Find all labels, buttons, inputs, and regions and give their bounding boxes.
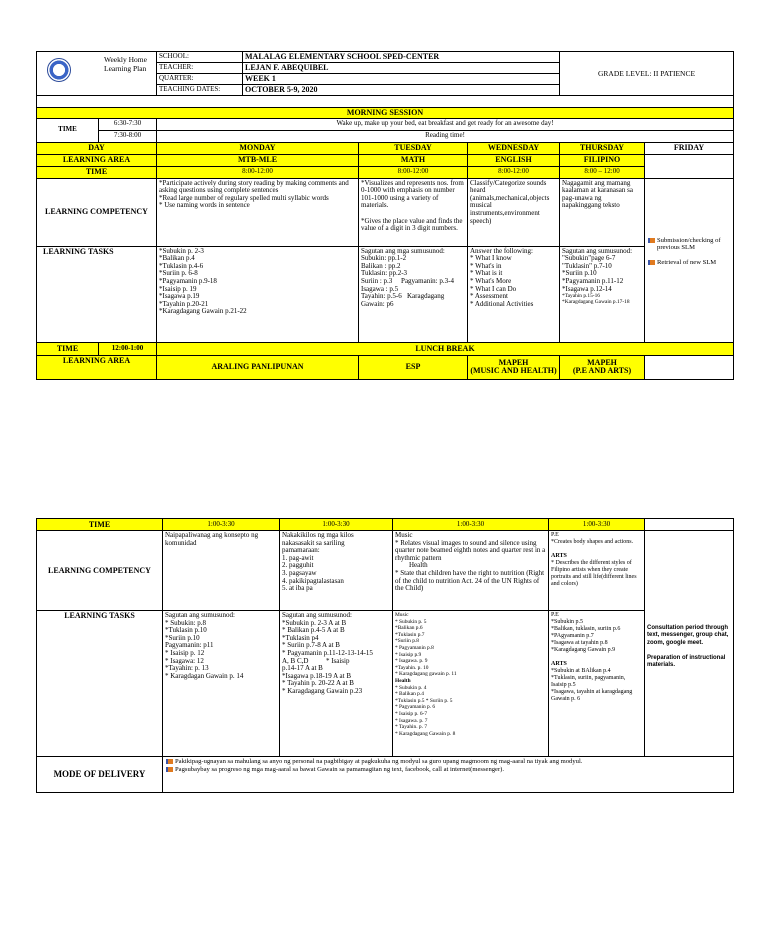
task-tuesday-8: Gawain: p6 (361, 299, 394, 308)
tasks-thursday (560, 246, 645, 342)
friday-task-2: Retrieval of new SLM (647, 259, 731, 266)
task-tuesday-6: Isagawa : p.5 (361, 284, 399, 293)
task-thursday-5: *Pagyamanin p.11-12 (562, 276, 624, 285)
esp-tasks (280, 611, 393, 757)
area-wednesday: ENGLISH (468, 154, 560, 166)
task-tuesday-3: Balikan : pp.2 (361, 261, 401, 270)
task-tuesday-2: Subukin: pp.1-2 (361, 254, 407, 263)
mapeh2-task-5: *Isagawa at tayahin p.8 (551, 640, 608, 646)
afternoon-time-friday (645, 519, 734, 531)
task-wednesday-1: Answer the following: (470, 246, 533, 255)
task-thursday-1: Sagutan ang sumusunod: (562, 246, 633, 255)
time-label: TIME (37, 118, 99, 142)
afternoon-learning-area-label: LEARNING AREA (37, 355, 157, 379)
mapeh1-task-7: * Isaisip p.9 (395, 651, 422, 658)
mapeh1-task-1: Music (395, 612, 409, 618)
mapeh1-task-10: * Karagdagang gawain p. 11 (395, 671, 457, 678)
teacher-label: TEACHER: (157, 63, 243, 74)
esp-competency-7: 4. pakikipagtalastasan (282, 576, 344, 585)
mapeh2-task-4: *PAgyamanin p.7 (551, 633, 594, 639)
afternoon-friday-3: Preparation of instructional materials. (647, 654, 728, 669)
mapeh2-task-1: P.E (551, 612, 559, 618)
area-monday: MTB-MLE (157, 154, 359, 166)
task-monday-1: *Subukin p. 2-3 (159, 246, 204, 255)
learning-competency-label: LEARNING COMPETENCY (37, 178, 157, 246)
teaching-dates-label: TEACHING DATES: (157, 85, 243, 96)
mapeh2-competency-3 (551, 546, 642, 553)
mapeh2-task-6: *Karagdagang Gawain p.9 (551, 647, 616, 653)
ap-task-3: *Tuklasin p.10 (165, 626, 207, 635)
school-value: MALALAG ELEMENTARY SCHOOL SPED-CENTER (243, 52, 560, 63)
mapeh2-competency-2: *Creates body shapes and actions. (551, 539, 634, 545)
esp-task-10: * Tayahin p. 20-22 A at B (282, 679, 354, 688)
mapeh2-competency (549, 531, 645, 611)
mapeh2-task-3: *Balikan, tuklasin, suriin p.6 (551, 626, 621, 632)
task-thursday-3: "Tuklasin" p.7-10 (562, 261, 612, 270)
school-label: SCHOOL: (157, 52, 243, 63)
afternoon-time-4: 1:00-3:30 (549, 519, 645, 531)
afternoon-competency-label: LEARNING COMPETENCY (37, 531, 163, 611)
ap-task-1: Sagutan ang sumusunod: (165, 611, 235, 619)
area-mapeh-music-health: MAPEH (MUSIC AND HEALTH) (468, 355, 560, 379)
competency-tuesday-3: *Gives the place value and finds the value of a digit in 3 digit numbers. (361, 216, 465, 233)
mapeh2-competency-1: P.E (551, 532, 559, 538)
teacher-value: LEJAN F. ABEQUIBEL (243, 63, 560, 74)
mapeh1-task-9: *Tayahin. p. 10 (395, 664, 429, 671)
competency-monday (157, 178, 359, 246)
slot2-time: 7:30-8:00 (99, 130, 157, 142)
spacer-row (37, 96, 734, 108)
time-thursday: 8:00 – 12:00 (560, 166, 645, 178)
grade-level: GRADE LEVEL: II PATIENCE (560, 52, 734, 96)
task-wednesday-6: * What I can Do (470, 284, 517, 293)
weekly-plan-morning-table (36, 51, 734, 380)
esp-task-3: * Balikan p.4-5 A at B (282, 626, 345, 635)
task-monday-9: *Karagdagang Gawain p.21-22 (159, 307, 247, 316)
esp-task-7: A, B C,D * Isaisip (282, 656, 350, 665)
area-tuesday: MATH (359, 154, 468, 166)
mapeh1-task-16: * Isaisip p. 6-7 (395, 710, 428, 717)
competency-monday-3: * Use naming words in sentence (159, 201, 250, 210)
mapeh1-task-5: *Suriin p.8 (395, 638, 419, 645)
slot1-time: 6:30-7:30 (99, 118, 157, 130)
mapeh1-task-6: * Pagyamanin p.8 (395, 644, 434, 651)
esp-task-6: * Pagyamanin p.11-12-13-14-15 (282, 648, 373, 657)
quarter-label: QUARTER: (157, 74, 243, 85)
mapeh1-task-14: *Tuklasin p.5 * Suriin p. 5 (395, 697, 453, 704)
mapeh1-competency-1: Music (395, 531, 413, 539)
esp-competency-1: Nakakikilos ng mga kilos (282, 531, 354, 539)
afternoon-time-label: TIME (37, 519, 163, 531)
esp-competency (280, 531, 393, 611)
esp-competency-3: pamamaraan: (282, 546, 320, 555)
task-tuesday-4: Tuklasin: pp.2-3 (361, 269, 408, 278)
mapeh2-task-9: *Subukin at BAlikan p.4 (551, 668, 611, 674)
task-monday-6: *Isaisip p. 19 (159, 284, 197, 293)
esp-task-4: *Tuklasin p4 (282, 633, 319, 642)
ap-task-4: *Suriin p.10 (165, 633, 200, 642)
esp-competency-2: nakasasakit sa sariling (282, 538, 345, 547)
tasks-wednesday (468, 246, 560, 342)
friday-task-1: Submission/checking of previous SLM (647, 237, 731, 252)
area-araling-panlipunan: ARALING PANLIPUNAN (157, 355, 359, 379)
header-logo-cell (37, 52, 157, 96)
mapeh1-task-8: * Isagawa. p. 9 (395, 658, 428, 665)
day-thursday: THURSDAY (560, 142, 645, 154)
teaching-dates-value: OCTOBER 5-9, 2020 (243, 85, 560, 96)
mapeh2-task-2: *Subukin p.5 (551, 619, 584, 625)
deped-seal-icon (47, 58, 71, 82)
task-wednesday-5: * What's More (470, 276, 512, 285)
competency-wednesday-1: Classify/Categorize sounds heard (animals,mechanical,objects musical instruments,environment speech) (470, 178, 552, 225)
mapeh2-competency-5: * Describes the different styles of Filipino artists when they create portraits and still life(different lines and colors) (551, 560, 639, 587)
competency-thursday-1: Nagagamit ang mamang kaalaman at karanasan sa pag-unawa ng napakinggang teksto (562, 178, 635, 210)
mapeh1-competency-4: * State that children have the right to nutrition (Right of the child to nutrition Act. 24 of the UN Rights of the Child) (395, 568, 546, 593)
task-monday-5: *Pagyamanin p.9-18 (159, 276, 217, 285)
lunch-break: LUNCH BREAK (157, 342, 734, 355)
ap-task-8: *Tayahin: p. 13 (165, 664, 209, 673)
mapeh1-task-12: * Subukin p. 4 (395, 684, 427, 691)
slot1-text: Wake up, make up your bed, eat breakfast and get ready for an awesome day! (157, 118, 734, 130)
weekly-plan-afternoon-table (36, 518, 734, 793)
afternoon-friday-2 (647, 647, 731, 654)
friday-blank (645, 154, 734, 178)
area-thursday: FILIPINO (560, 154, 645, 166)
tasks-monday (157, 246, 359, 342)
task-monday-7: *Isagawa p.19 (159, 292, 200, 301)
tasks-tuesday (359, 246, 468, 342)
ap-task-6: * Isaisip p. 12 (165, 648, 205, 657)
task-thursday-2: "Subukin"page 6-7 (562, 254, 616, 263)
esp-task-8: p.14-17 A at B (282, 664, 323, 673)
learning-tasks-label: LEARNING TASKS (37, 246, 157, 342)
quarter-value: WEEK 1 (243, 74, 560, 85)
task-wednesday-8: * Additional Activities (470, 299, 534, 308)
morning-session-title: MORNING SESSION (37, 108, 734, 119)
area-esp: ESP (359, 355, 468, 379)
task-wednesday-2: * What I know (470, 254, 512, 263)
ap-tasks (163, 611, 280, 757)
slot2-text: Reading time! (157, 130, 734, 142)
task-wednesday-7: * Assessment (470, 292, 508, 301)
task-tuesday-5: Suriin : p.3 Pagyamanin: p.3-4 (361, 276, 454, 285)
time-slot-label: TIME (37, 166, 157, 178)
lunch-time-label: TIME (37, 342, 99, 355)
mapeh2-task-7 (551, 654, 642, 661)
afternoon-time-1: 1:00-3:30 (163, 519, 280, 531)
ap-task-2: * Subukin: p.8 (165, 618, 207, 627)
esp-competency-6: 3. pagsayaw (282, 568, 317, 577)
task-wednesday-3: * What's in (470, 261, 502, 270)
esp-competency-8: 5. at iba pa (282, 584, 313, 593)
mapeh1-task-19: * Karagdagang Gawain p. 8 (395, 730, 456, 737)
task-wednesday-4: * What is it (470, 269, 503, 278)
ap-task-9: * Karagdagan Gawain p. 14 (165, 671, 244, 680)
day-wednesday: WEDNESDAY (468, 142, 560, 154)
mapeh2-task-10: *Tuklasin, suriin, pagyamanin, Isaisip p.5 (551, 675, 627, 688)
mode-item-2: Pagsubaybay sa progreso ng mga mag-aaral sa bawat Gawain sa pamamagitan ng text, facebook, call at internet(messenger). (165, 766, 731, 774)
mapeh1-task-11: Health (395, 677, 411, 684)
task-tuesday-1: Sagutan ang mga sumusunod: (361, 246, 445, 255)
friday-tasks-cell (645, 178, 734, 342)
afternoon-friday-blank (645, 355, 734, 379)
day-monday: MONDAY (157, 142, 359, 154)
mapeh1-task-2: * Subukin p. 5 (395, 618, 427, 625)
mode-of-delivery-cell (163, 757, 734, 793)
learning-area-label: LEARNING AREA (37, 154, 157, 166)
esp-competency-4: 1. pag-awit (282, 553, 314, 562)
mapeh2-tasks (549, 611, 645, 757)
mapeh1-competency-2: * Relates visual images to sound and silence using quarter note beamed eighth notes and quarter rest in a rhythmic pattern (395, 538, 547, 562)
task-thursday-7: *Tayahin p.15-16 (562, 293, 600, 300)
mapeh1-tasks (393, 611, 549, 757)
competency-thursday (560, 178, 645, 246)
task-monday-2: *Balikan p.4 (159, 254, 195, 263)
task-thursday-8: *Karagdagang Gawain p.17-18 (562, 299, 630, 306)
mapeh1-task-18: * Tayahin. p. 7 (395, 724, 428, 731)
mapeh1-task-17: * Isagawa. p. 7 (395, 717, 428, 724)
mapeh1-task-15: * Pagyamanin p. 6 (395, 704, 436, 711)
task-thursday-4: *Suriin p.10 (562, 269, 597, 278)
afternoon-time-2: 1:00-3:30 (280, 519, 393, 531)
task-tuesday-7: Tayahin: p.5-6 Karagdagang (361, 292, 445, 301)
mode-item-1: Pakikipag-ugnayan sa mahulang sa anyo ng personal na pagbibigay at pagkukuha ng modyul sa guro upang magmoom ng mag-aaral na tiyak ang modyul. (165, 758, 731, 766)
time-tuesday: 8:00-12:00 (359, 166, 468, 178)
mode-of-delivery-label: MODE OF DELIVERY (37, 757, 163, 793)
time-monday: 8:00-12:00 (157, 166, 359, 178)
esp-task-5: * Suriin p.7-8 A at B (282, 641, 340, 650)
ap-competency: Naipapaliwanag ang konsepto ng komunidad (163, 531, 280, 611)
mapeh2-competency-4: ARTS (551, 553, 567, 559)
esp-competency-5: 2. pagguhit (282, 561, 314, 570)
plan-title-line-1: Weekly Home (104, 55, 147, 64)
afternoon-time-3: 1:00-3:30 (393, 519, 549, 531)
competency-tuesday (359, 178, 468, 246)
esp-task-11: * Karagdagang Gawain p.23 (282, 686, 363, 695)
esp-task-9: *Isagawa p.18-19 A at B (282, 671, 352, 680)
mapeh1-competency (393, 531, 549, 611)
task-monday-3: *Tuklasin p.4-6 (159, 261, 204, 270)
day-tuesday: TUESDAY (359, 142, 468, 154)
day-label: DAY (37, 142, 157, 154)
lunch-time: 12:00-1:00 (99, 342, 157, 355)
mapeh1-competency-3: Health (409, 561, 428, 570)
ap-task-7: * Isagawa: 12 (165, 656, 204, 665)
afternoon-tasks-label: LEARNING TASKS (37, 611, 163, 757)
competency-tuesday-1: *Visualizes and represents nos. from 0-1000 with emphasis on number 101-1000 using a variety of materials. (361, 178, 466, 210)
plan-title-line-2: Learning Plan (104, 64, 147, 73)
afternoon-friday-cell (645, 531, 734, 757)
task-thursday-6: *Isagawa p.12-14 (562, 284, 612, 293)
task-monday-8: *Tayahin p.20-21 (159, 299, 209, 308)
competency-monday-1: *Participate actively during story reading by making comments and asking questions using complete sentences (159, 178, 351, 195)
mapeh2-task-8: ARTS (551, 661, 567, 667)
esp-task-1: Sagutan ang sumusunod: (282, 611, 352, 619)
esp-task-2: *Subukin p. 2-3 A at B (282, 618, 347, 627)
mapeh1-task-13: * Balikan p.4 (395, 691, 424, 698)
mapeh2-task-11: *Isagawa, tayahin at karagdagang Gawain p. 6 (551, 689, 634, 702)
area-mapeh-pe-arts: MAPEH (P.E AND ARTS) (560, 355, 645, 379)
time-wednesday: 8:00-12:00 (468, 166, 560, 178)
afternoon-friday-1: Consultation period through text, messenger, group chat, zoom, google meet. (647, 625, 731, 646)
ap-task-5: Pagyamanin: p11 (165, 641, 214, 650)
task-monday-4: *Suriin p. 6-8 (159, 269, 198, 278)
competency-monday-2: *Read large number of regulary spelled multi syllabic words (159, 193, 329, 202)
competency-wednesday (468, 178, 560, 246)
day-friday: FRIDAY (645, 142, 734, 154)
mapeh1-task-3: *Balikan p.6 (395, 625, 423, 632)
mapeh1-task-4: *Tuklasin p.7 (395, 631, 425, 638)
